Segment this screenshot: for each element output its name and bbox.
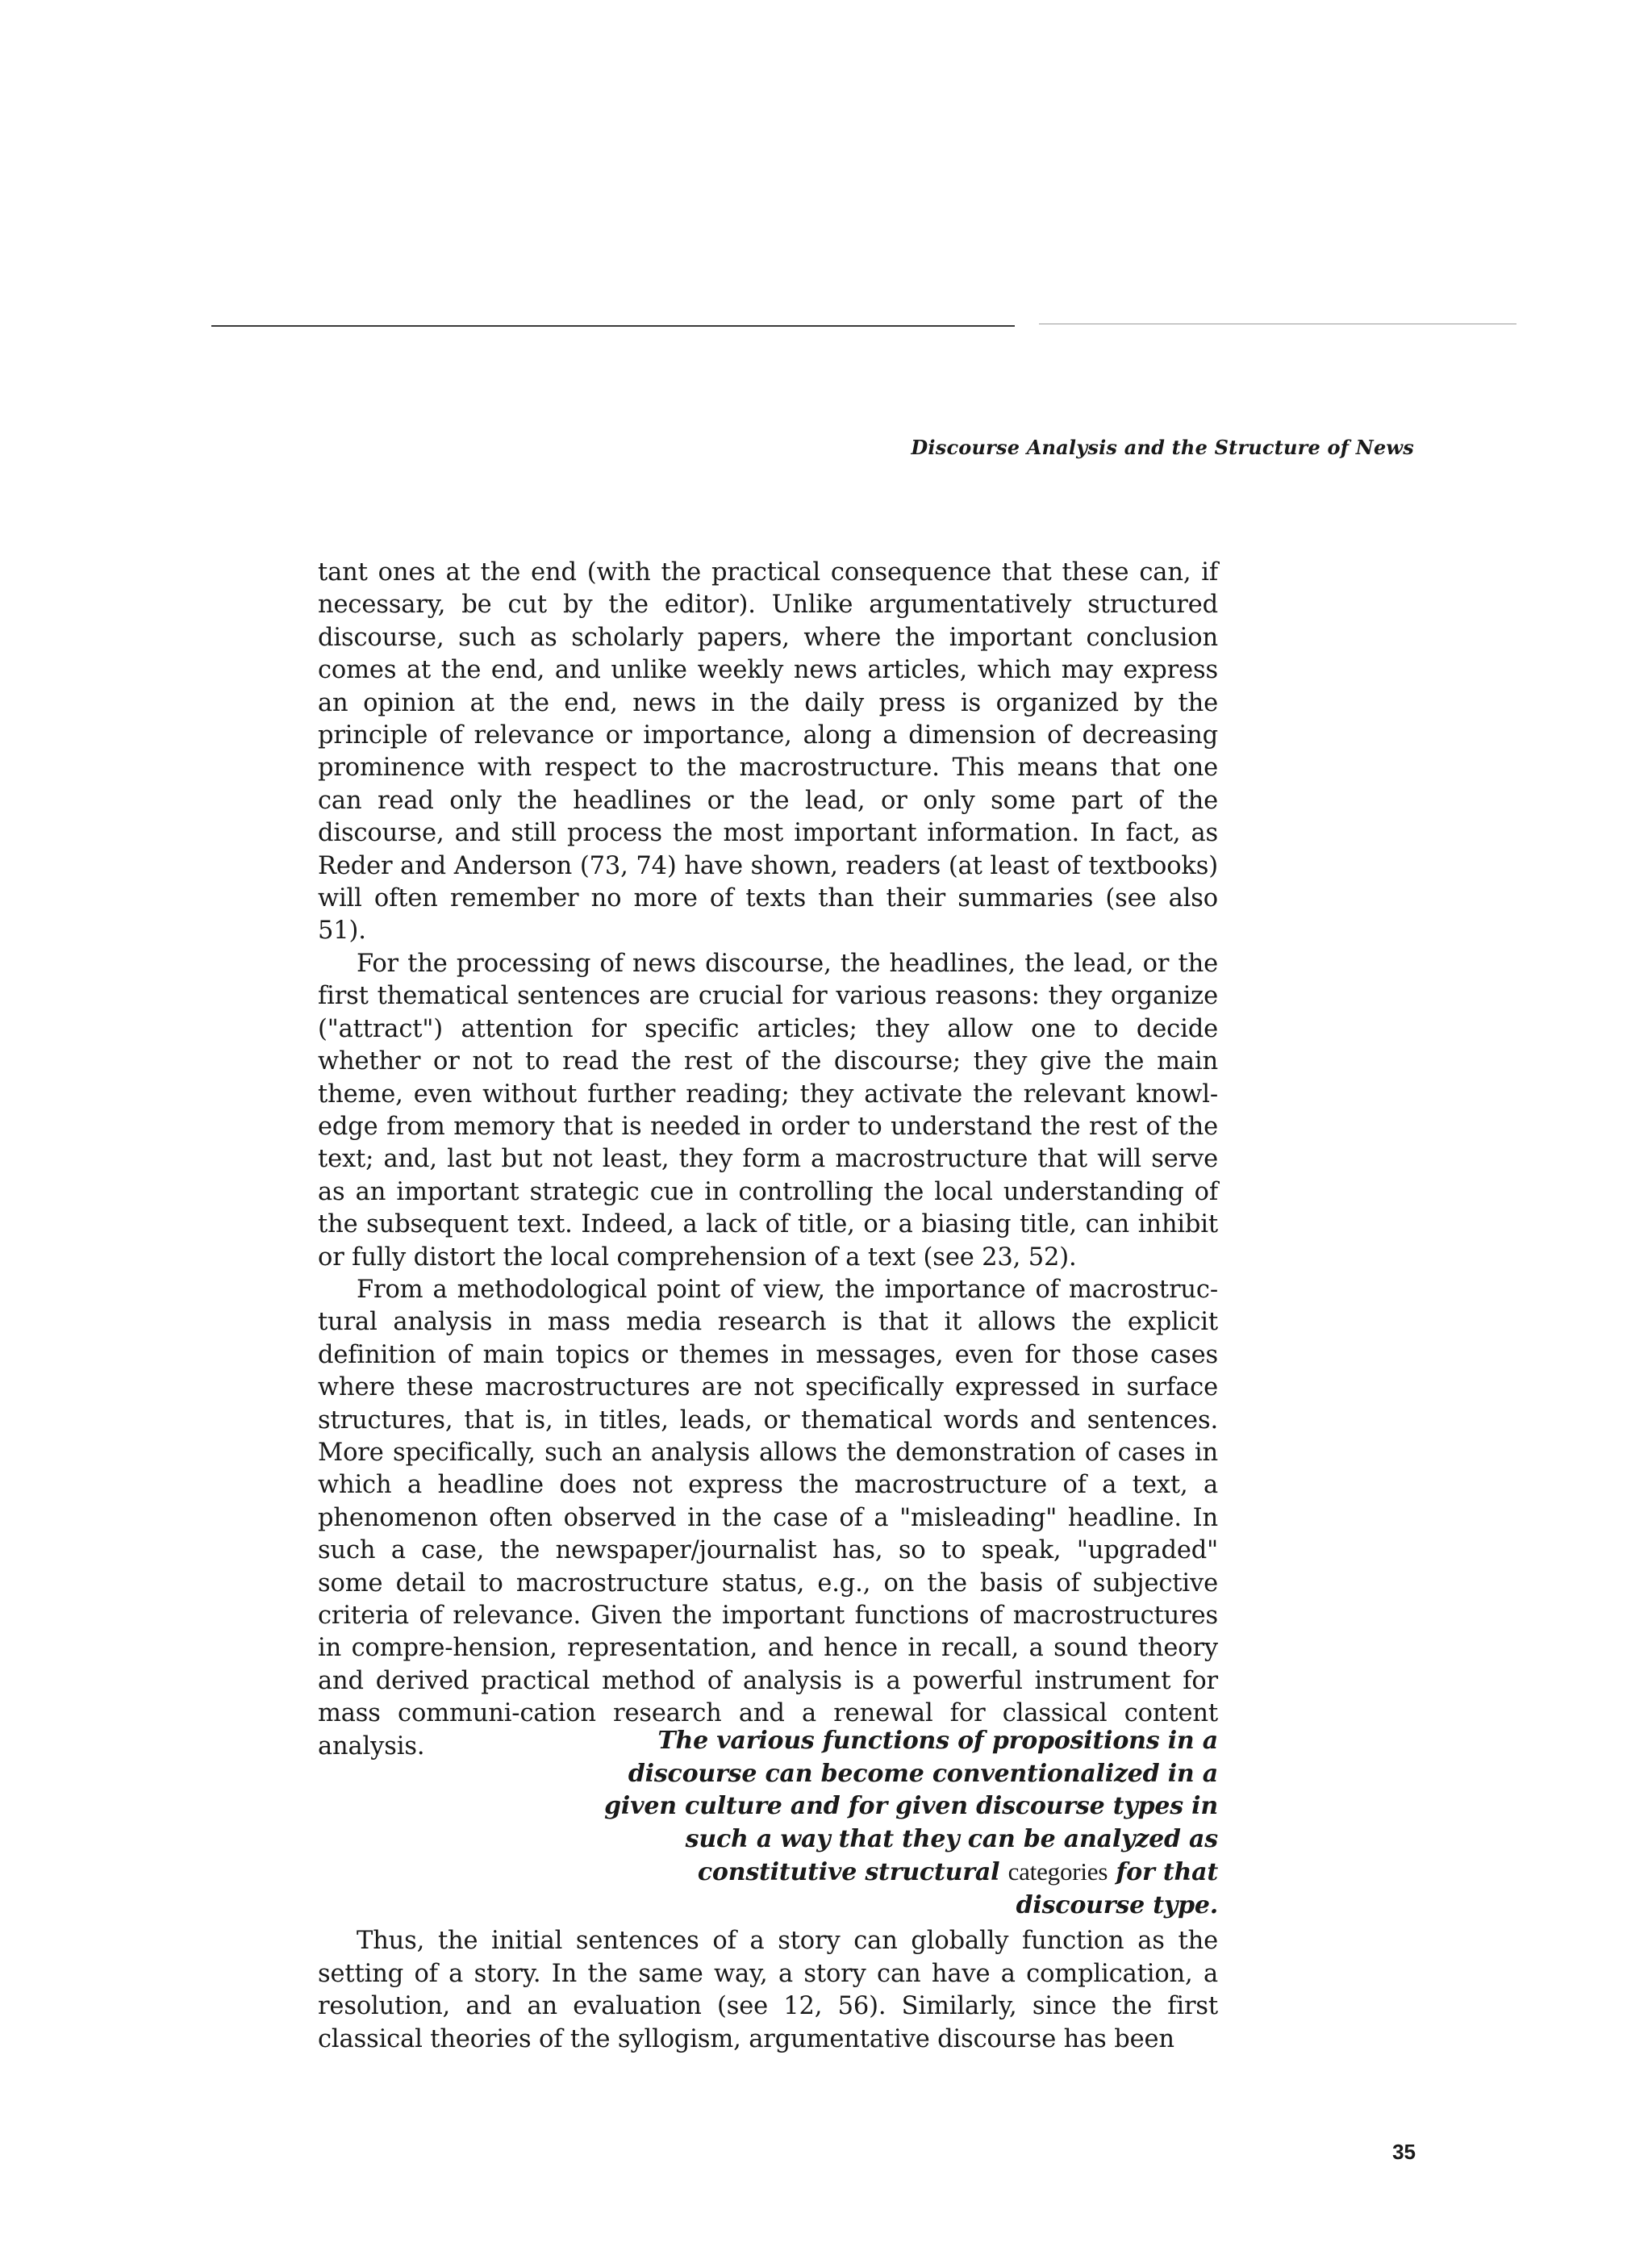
pull-quote-text-end: for that discourse type. — [1016, 1858, 1218, 1919]
page-number: 35 — [1392, 2140, 1416, 2164]
body-text-continued — [318, 1925, 1218, 2056]
paragraph-2: For the processing of news discourse, the headlines, the lead, or the first thematical sentences are crucial for various reasons: they organize ("attract") attention for specific articles; they allow one to decide whether or not to read the rest of the discourse; they give the main theme, even without further reading; they activate the relevant knowl-edge from memory that is needed in order to understand the rest of the text; and, last but not least, they form a macrostructure that will serve as an important strategic cue in controlling the local understanding of the subsequent text. Indeed, a lack of title, or a biasing title, can inhibit or fully distort the local comprehension of a text (see 23, 52). — [318, 949, 1218, 1272]
pull-quote — [565, 1725, 1218, 1923]
paragraph-3: From a methodological point of view, the importance of macrostruc-tural analysis in mass media research is that it allows the explicit definition of main topics or themes in messages, even for those cases where these macrostructures are not specifically expressed in surface structures, that is, in titles, leads, or thematical words and sentences. More specifically, such an analysis allows the demonstration of cases in which a headline does not express the macrostructure of a text, a phenomenon often observed in the case of a "misleading" headline. In such a case, the newspaper/journalist has, so to speak, "upgraded" some detail to macrostructure status, e.g., on the basis of subjective criteria of relevance. Given the important functions of macrostructures in compre-hension, representation, and hence in recall, a sound theory and derived practical method of analysis is a powerful instrument for mass communi-cation research and a renewal for classical content analysis. — [318, 1275, 1218, 1761]
pull-quote-text: The various functions of propositions in a discourse can become conventionalized in a given culture and for given discourse types in such a way that they can be analyzed as constitutive structural — [604, 1727, 1218, 1887]
body-text — [318, 557, 1218, 1763]
paragraph-4: Thus, the initial sentences of a story can globally function as the setting of a story. In the same way, a story can have a complication, a resolution, and an evaluation (see 12, 56). Similarly, since the first classical theories of the syllogism, argumentative discourse has been — [318, 1927, 1218, 2053]
pull-quote-plain-word: categories — [1007, 1857, 1108, 1886]
paragraph-1: tant ones at the end (with the practical consequence that these can, if necessary, be cut by the editor). Unlike argumentatively structured discourse, such as scholarly papers, where the important conclusion comes at the end, and unlike weekly news articles, which may express an opinion at the end, news in the daily press is organized by the principle of relevance or importance, along a dimension of decreasing prominence with respect to the macrostructure. This means that one can read only the headlines or the lead, or only some part of the discourse, and still process the most important information. In fact, as Reder and Anderson (73, 74) have shown, readers (at least of textbooks) will often remember no more of texts than their summaries (see also 51). — [318, 558, 1218, 946]
running-head: Discourse Analysis and the Structure of News — [911, 436, 1414, 459]
header-rule-left — [211, 325, 1015, 327]
